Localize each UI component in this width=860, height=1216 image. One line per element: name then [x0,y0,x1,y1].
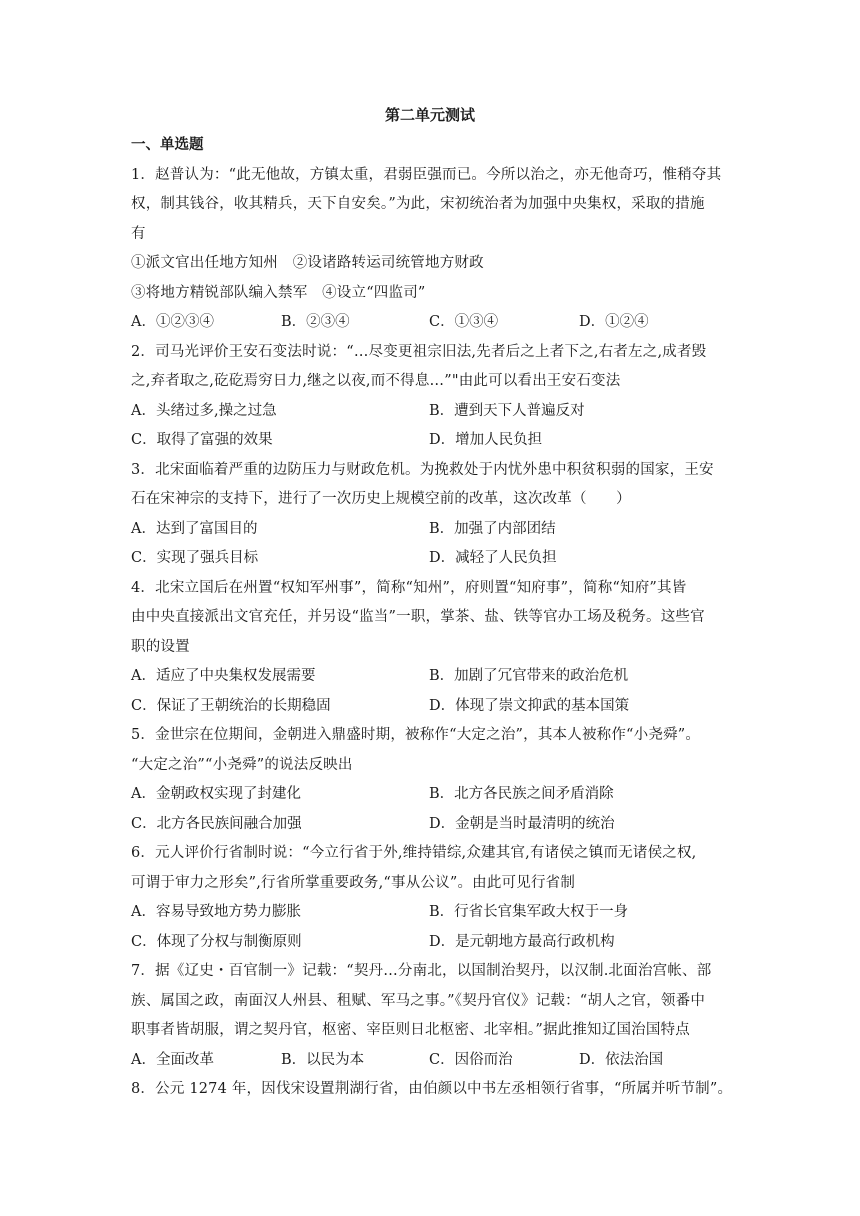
q4-option-c: C．保证了王朝统治的长期稳固 [131,698,331,714]
q2-line-2: 之,弃者取之,矻矻焉穷日力,继之以夜,而不得息…”"由此可以看出王安石变法 [131,373,621,389]
q2-option-d: D．增加人民负担 [429,432,543,448]
q3-option-b: B．加强了内部团结 [429,521,556,537]
q6-option-d: D．是元朝地方最高行政机构 [429,934,615,950]
q3-option-d: D．减轻了人民负担 [429,550,557,566]
q1-line-2: 权，制其钱谷，收其精兵，天下自安矣。”为此，宋初统治者为加强中央集权，采取的措施 [131,196,705,212]
q1-option-d: D．①②④ [579,314,649,330]
q7-option-a: A．全面改革 [131,1052,214,1068]
q2-option-a: A．头绪过多,操之过急 [131,403,277,419]
q3-line-2: 石在宋神宗的支持下，进行了一次历史上规模空前的改革，这次改革（ ） [131,491,631,507]
q6-line-2: 可谓于审力之形矣”,行省所掌重要政务,“事从公议”。由此可见行省制 [131,875,576,891]
q3-option-a: A．达到了富国目的 [131,521,258,537]
page-title: 第二单元测试 [384,106,475,124]
q7-option-d: D．依法治国 [579,1052,664,1068]
q4-option-a: A．适应了中央集权发展需要 [131,668,316,684]
q7-line-2: 族、属国之政，南面汉人州县、租赋、军马之事。”《契丹官仪》记载：“胡人之官，领番中 [131,993,706,1009]
q8-line-1: 8．公元 1274 年，因伐宋设置荆湖行省，由伯颜以中书左丞相领行省事，“所属并听节制”。 [131,1081,733,1097]
q1-line-4: ①派文官出任地方知州 ②设诸路转运司统管地方财政 [131,255,484,271]
q4-option-d: D．体现了崇文抑武的基本国策 [429,698,630,714]
q2-line-1: 2．司马光评价王安石变法时说：“…尽变更祖宗旧法,先者后之上者下之,右者左之,成者毁 [131,344,707,360]
q5-option-b: B．北方各民族之间矛盾消除 [429,786,614,802]
q5-option-d: D．金朝是当时最清明的统治 [429,816,615,832]
q1-option-a: A．①②③④ [131,314,214,330]
q6-option-b: B．行省长官集军政大权于一身 [429,904,629,920]
q1-option-c: C．①③④ [429,314,499,330]
q5-option-c: C．北方各民族间融合加强 [131,816,302,832]
q1-option-b: B．②③④ [281,314,350,330]
q6-line-1: 6．元人评价行省制时说：“今立行省于外,维持错综,众建其官,有诸侯之镇而无诸侯之权, [131,845,697,861]
q1-line-3: 有 [131,226,146,242]
q4-option-b: B．加剧了冗官带来的政治危机 [429,668,629,684]
q1-line-1: 1．赵普认为：“此无他故，方镇太重，君弱臣强而已。今所以治之，亦无他奇巧，惟稍夺其 [131,167,722,183]
q3-option-c: C．实现了强兵目标 [131,550,259,566]
section-heading: 一、单选题 [131,137,204,153]
q2-option-c: C．取得了富强的效果 [131,432,273,448]
q4-line-3: 职的设置 [131,639,190,655]
q7-line-1: 7．据《辽史・百官制一》记载：“契丹…分南北，以国制治契丹，以汉制.北面治宫帐、部 [131,963,712,979]
q4-line-1: 4．北宋立国后在州置“权知军州事”，简称“知州”，府则置“知府事”，简称“知府”其皆 [131,580,687,596]
q5-line-2: “大定之治”“小尧舜”的说法反映出 [131,757,353,773]
q7-option-c: C．因俗而治 [429,1052,513,1068]
q7-line-3: 职事者皆胡服，谓之契丹官，枢密、宰臣则日北枢密、北宰相。”据此推知辽国治国特点 [131,1022,690,1038]
q1-line-5: ③将地方精锐部队编入禁军 ④设立“四监司” [131,285,426,301]
q5-option-a: A．金朝政权实现了封建化 [131,786,301,802]
q4-line-2: 由中央直接派出文官充任，并另设“监当”一职，掌茶、盐、铁等官办工场及税务。这些官 [131,609,705,625]
q7-option-b: B．以民为本 [281,1052,365,1068]
q2-option-b: B．遭到天下人普遍反对 [429,403,585,419]
q6-option-c: C．体现了分权与制衡原则 [131,934,302,950]
q6-option-a: A．容易导致地方势力膨胀 [131,904,301,920]
q5-line-1: 5．金世宗在位期间，金朝进入鼎盛时期，被称作“大定之治”，其本人被称作“小尧舜”。 [131,727,701,743]
q3-line-1: 3．北宋面临着严重的边防压力与财政危机。为挽救处于内忧外患中积贫积弱的国家，王安 [131,462,714,478]
